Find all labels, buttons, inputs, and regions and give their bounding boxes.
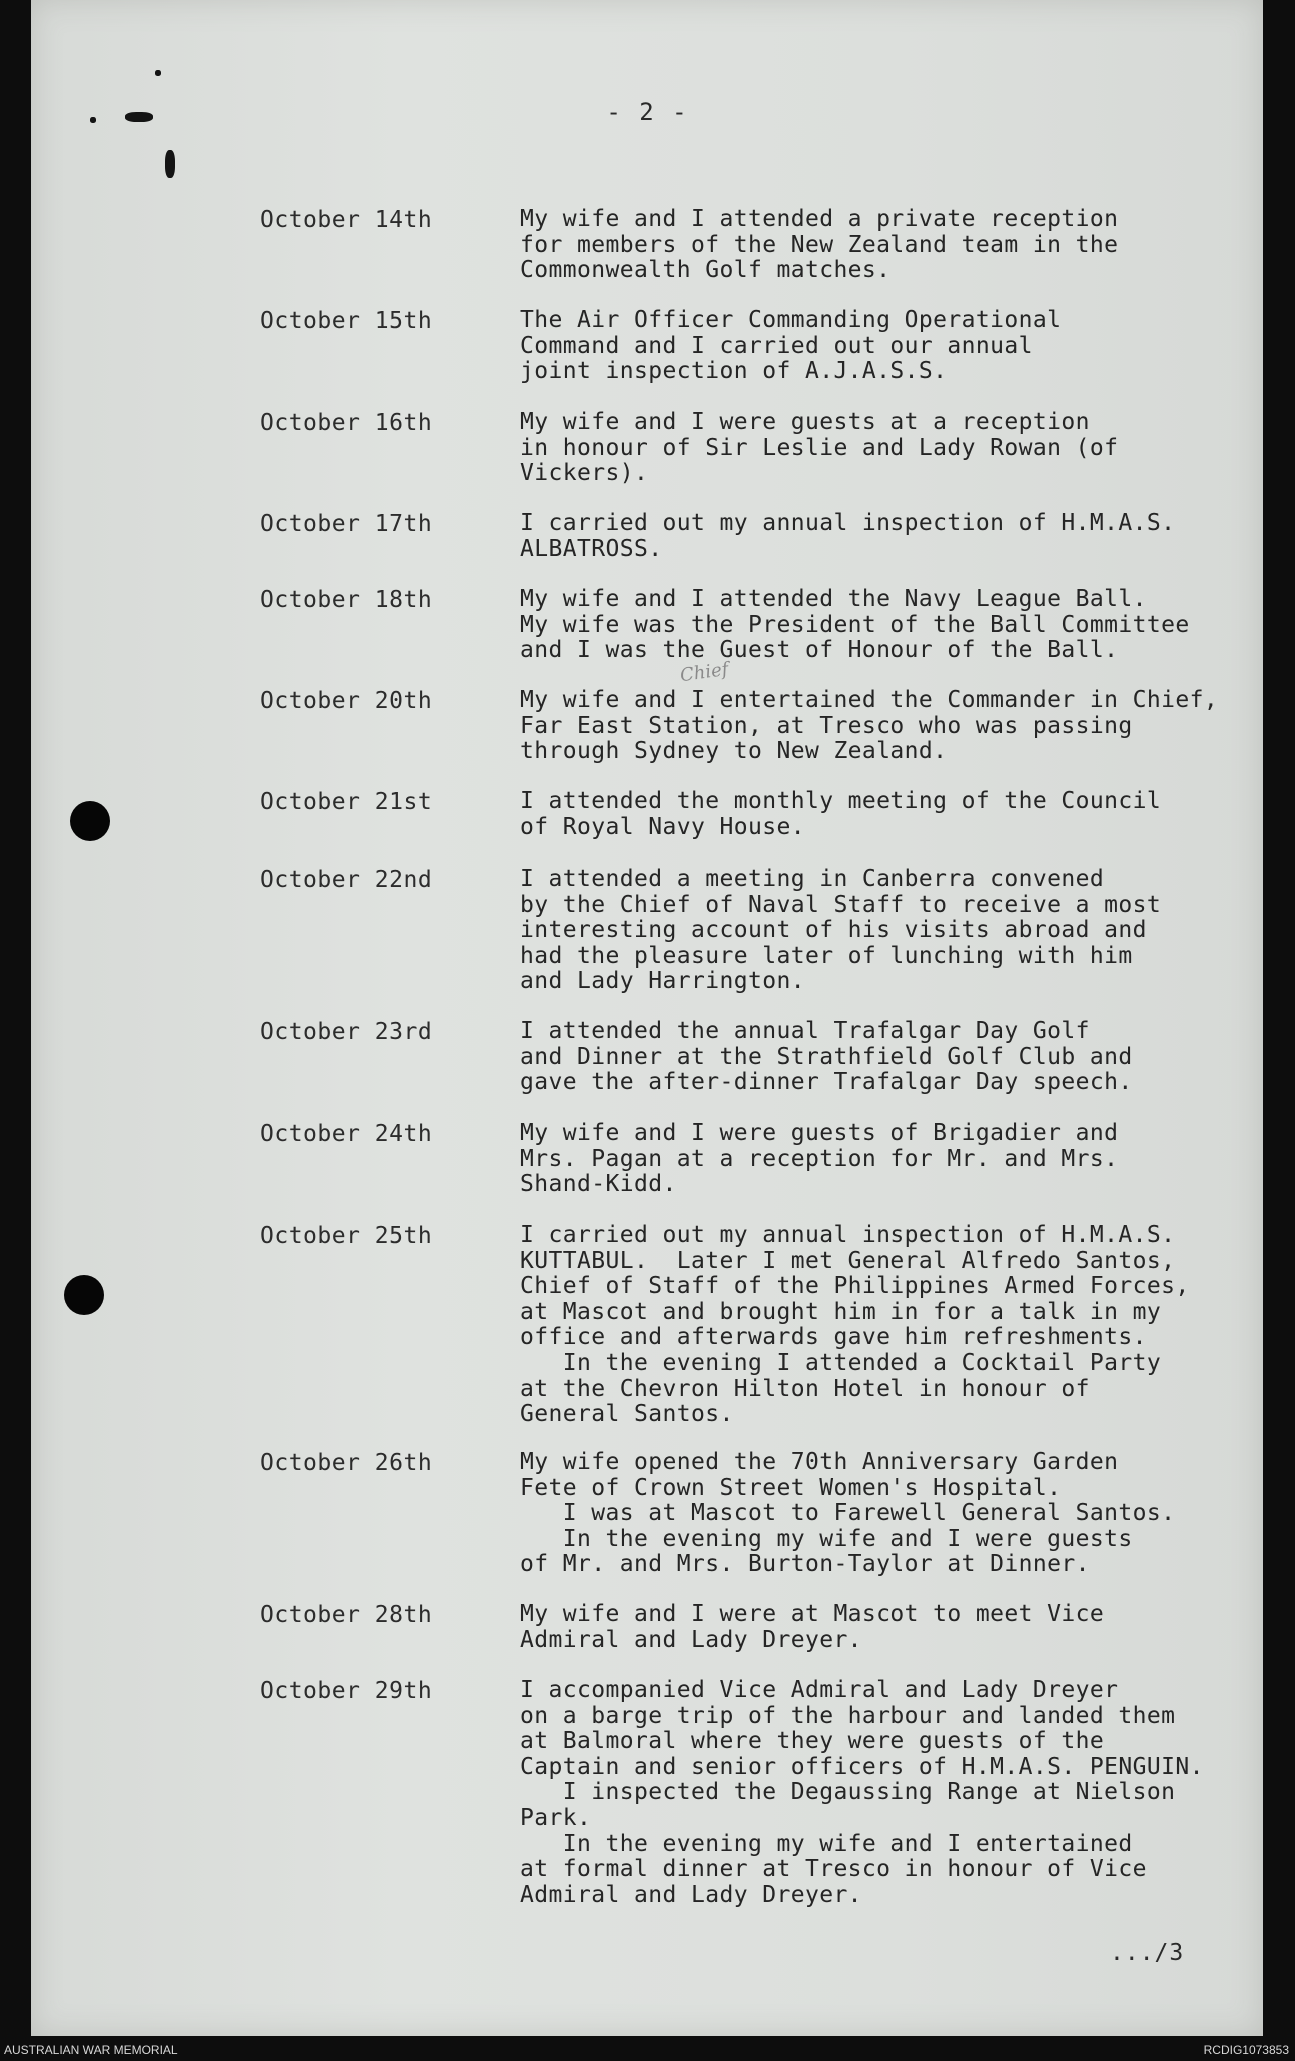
entry-text: My wife and I attended a private reception for members of the New Zealand team in the Commonwealth Golf matches. bbox=[520, 206, 1119, 284]
entry-date: October 21st bbox=[260, 789, 433, 815]
footer-right: RCDIG1073853 bbox=[1203, 2043, 1289, 2057]
entry-text: I carried out my annual inspection of H.M.A.S. KUTTABUL. Later I met General Alfredo Santos, Chief of Staff of the Philippines Armed Forces, at Mascot and brought him in for a talk in my office and afterwards gave him refreshments. In the evening I attended a Cocktail Party at the Chevron Hilton Hotel in honour of General Santos. bbox=[520, 1222, 1190, 1428]
entry-text: I attended the annual Trafalgar Day Golf and Dinner at the Strathfield Golf Club and gave the after-dinner Trafalgar Day speech. bbox=[520, 1018, 1133, 1096]
entry-text: I attended a meeting in Canberra convened by the Chief of Naval Staff to receive a most interesting account of his visits abroad and had the pleasure later of lunching with him and Lady Harrington. bbox=[520, 866, 1162, 995]
entry-text: My wife and I were guests of Brigadier and Mrs. Pagan at a reception for Mr. and Mrs. Shand-Kidd. bbox=[520, 1120, 1119, 1198]
entry-date: October 29th bbox=[260, 1678, 433, 1704]
ink-smudge-2 bbox=[165, 150, 175, 178]
punch-hole-top bbox=[70, 801, 110, 841]
entry-date: October 15th bbox=[260, 308, 433, 334]
entry-date: October 28th bbox=[260, 1602, 433, 1628]
entry-date: October 14th bbox=[260, 207, 433, 233]
entry-date: October 25th bbox=[260, 1223, 433, 1249]
entry-text: I accompanied Vice Admiral and Lady Dreyer on a barge trip of the harbour and landed them at Balmoral where they were guests of the Captain and senior officers of H.M.A.S. PENGUIN. I inspected the Degaussing Range at Nielson Park. In the evening my wife and I entertained at formal dinner at Tresco in honour of Vice Admiral and Lady Dreyer. bbox=[520, 1677, 1204, 1908]
entry-text: I attended the monthly meeting of the Council of Royal Navy House. bbox=[520, 788, 1162, 840]
entry-date: October 26th bbox=[260, 1450, 433, 1476]
entry-date: October 23rd bbox=[260, 1019, 433, 1045]
entry-text: My wife and I were guests at a reception in honour of Sir Leslie and Lady Rowan (of Vickers). bbox=[520, 409, 1119, 487]
handwritten-annotation: Chief bbox=[678, 658, 730, 687]
entry-text: My wife and I entertained the Commander in Chief, Far East Station, at Tresco who was passing through Sydney to New Zealand. bbox=[520, 687, 1219, 765]
ink-smudge-4 bbox=[155, 70, 161, 76]
entry-text: The Air Officer Commanding Operational Command and I carried out our annual joint inspection of A.J.A.S.S. bbox=[520, 307, 1062, 385]
entry-date: October 17th bbox=[260, 511, 433, 537]
entry-text: I carried out my annual inspection of H.M.A.S. ALBATROSS. bbox=[520, 510, 1176, 562]
entry-text: My wife opened the 70th Anniversary Garden Fete of Crown Street Women's Hospital. I was at Mascot to Farewell General Santos. In the evening my wife and I were guests of Mr. and Mrs. Burton-Taylor at Dinner. bbox=[520, 1449, 1176, 1578]
page-number: - 2 - bbox=[606, 98, 689, 126]
entry-date: October 16th bbox=[260, 410, 433, 436]
continued-marker: .../3 bbox=[1110, 1940, 1185, 1966]
entry-text: My wife and I attended the Navy League Ball. My wife was the President of the Ball Committee and I was the Guest of Honour of the Ball. bbox=[520, 586, 1190, 664]
entry-date: October 22nd bbox=[260, 867, 433, 893]
punch-hole-bottom bbox=[64, 1275, 104, 1315]
entry-date: October 18th bbox=[260, 587, 433, 613]
entry-text: My wife and I were at Mascot to meet Vice Admiral and Lady Dreyer. bbox=[520, 1601, 1105, 1653]
entry-date: October 24th bbox=[260, 1121, 433, 1147]
footer-left: AUSTRALIAN WAR MEMORIAL bbox=[4, 2043, 178, 2057]
entry-date: October 20th bbox=[260, 688, 433, 714]
